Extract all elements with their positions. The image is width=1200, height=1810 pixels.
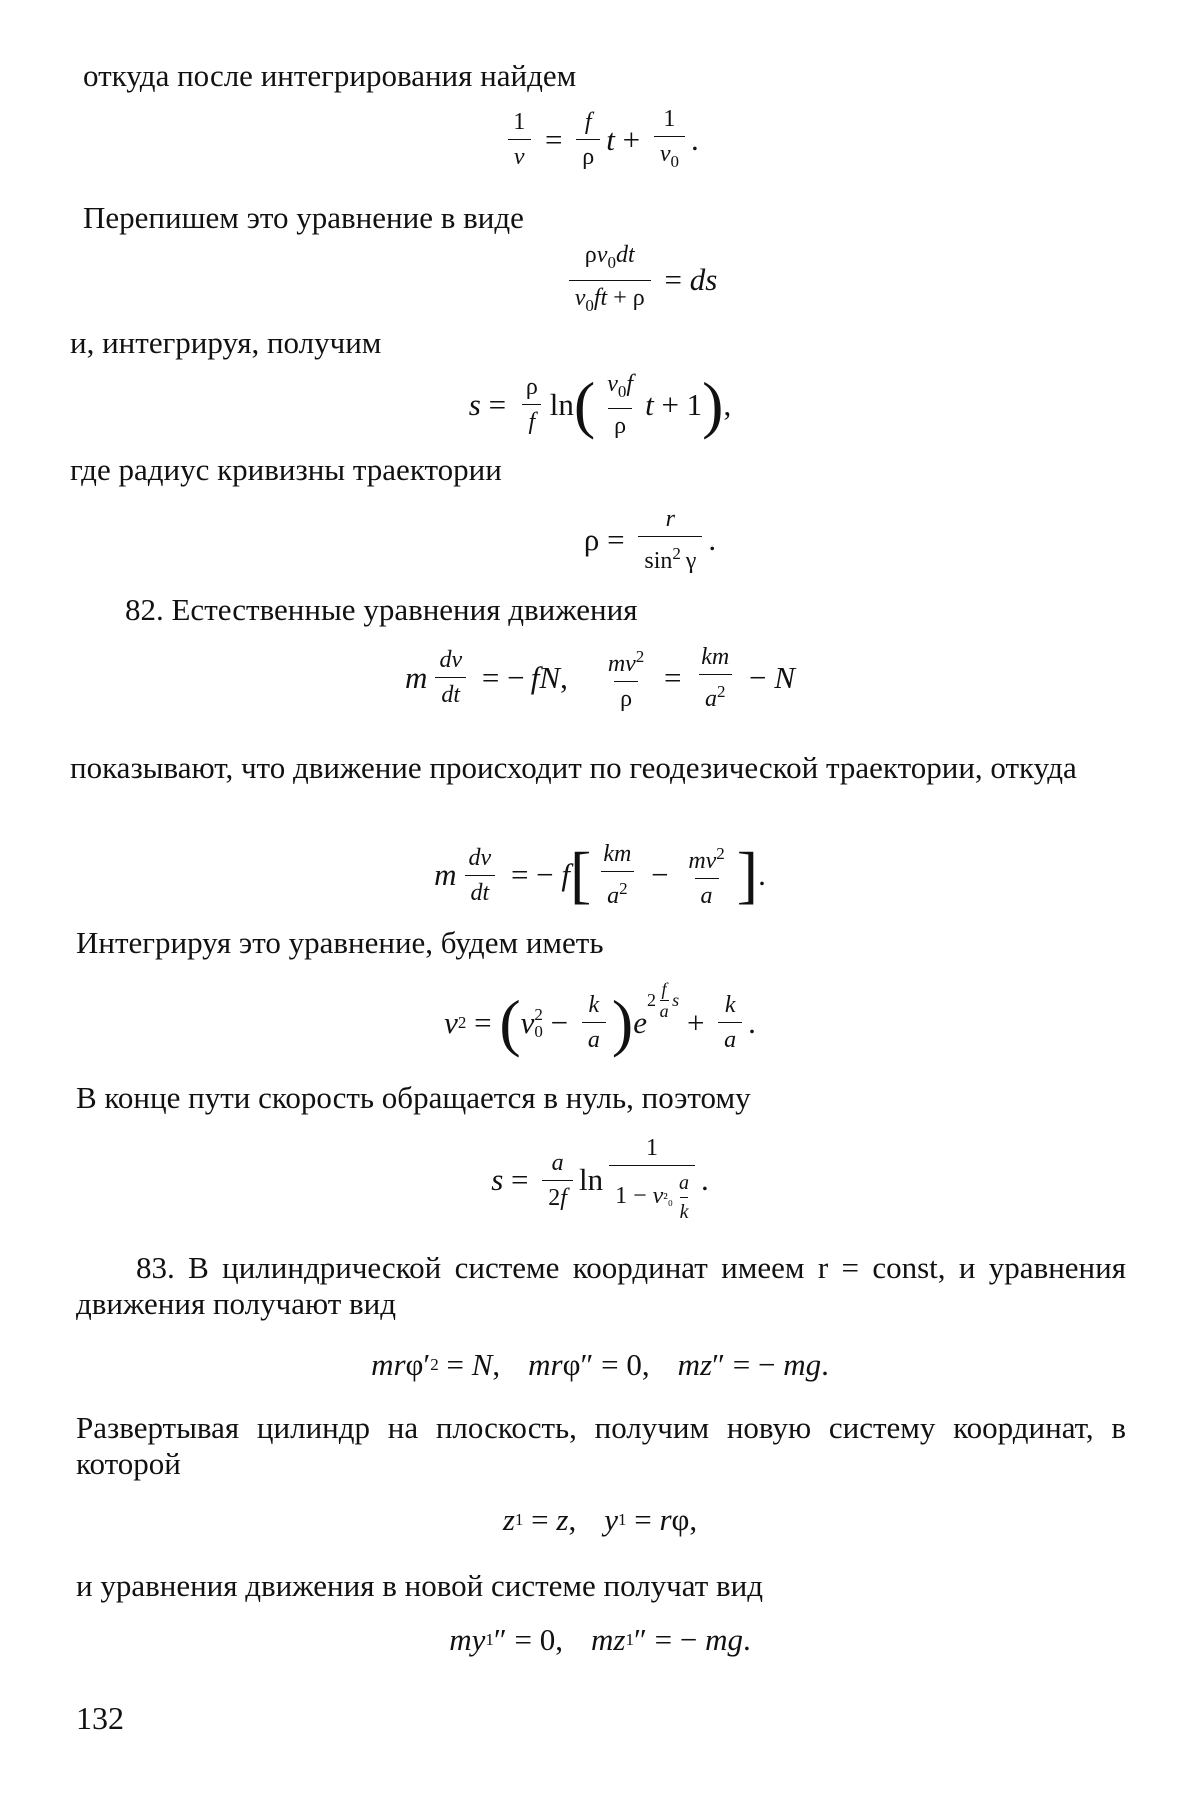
text-line: и, интегрируя, получим [70,325,382,360]
equation-5: m $\frac{dv}{dt}$ = − fN, $\frac{mv^2}{\rho}$ = $\frac{km}{a^2}$ − N [405,643,795,712]
text-line: Интегрируя это уравнение, будем иметь [76,925,604,960]
equation-1: $\frac{1}{v}$ = $\frac{f}{\rho}$ t + $\frac{1}{v_0}$ . [0,100,1200,180]
equation-2: $\frac{\rho v_0dt}{v_0ft + \rho}$ = ds [40,240,1200,320]
text-line: откуда после интегрирования найдем [83,58,577,93]
equation-11: my 1 ″ = 0, mz 1 ″ = − mg. [449,1622,751,1657]
text-line: где радиус кривизны траектории [70,452,502,487]
text-line: и уравнения движения в новой системе получат вид [76,1568,764,1603]
text-paragraph: показывают, что движение происходит по геодезической траектории, откуда [70,750,1077,785]
page-number: 132 [76,1700,124,1736]
text-paragraph: 83. В цилиндрической системе координат имеем r = const, и уравнения движения получают вид [76,1250,1126,1321]
equation-6: m $\frac{dv}{dt}$ = − f [ $\frac{km}{a^2}$ − $\frac{mv^2}{a}$ ] . [434,839,766,910]
equation-3: s = $\frac{\rho}{f}$ ln ( $\frac{v_0f}{\rho}$ t + 1 ) , [468,368,732,440]
equation-10: z 1 = z, y 1 = rφ, [502,1502,698,1537]
equation-8: s = $\frac{a}{2f}$ ln 1 1 − v²₀ $\frac{a}{k}$ . [0,1125,1200,1235]
text-line: В конце пути скорость обращается в нуль, поэтому [76,1080,751,1115]
equation-4: ρ = $\frac{r}{\sin^2 \gamma}$ . [583,506,717,574]
section-heading: 82. Естественные уравнения движения [125,592,638,627]
equation-9: mr φ′ 2 = N, mr φ″ = 0, mz ″ = − mg. [371,1347,829,1382]
text-line: Перепишем это уравнение в виде [83,200,524,235]
text-paragraph: Развертывая цилиндр на плоскость, получим новую систему координат, в которой [76,1410,1126,1481]
equation-7: v 2 = ( v 2 0 − $\frac{k}{a}$ ) e 2 f a s + $\frac{k}{a}$ . [444,979,756,1058]
